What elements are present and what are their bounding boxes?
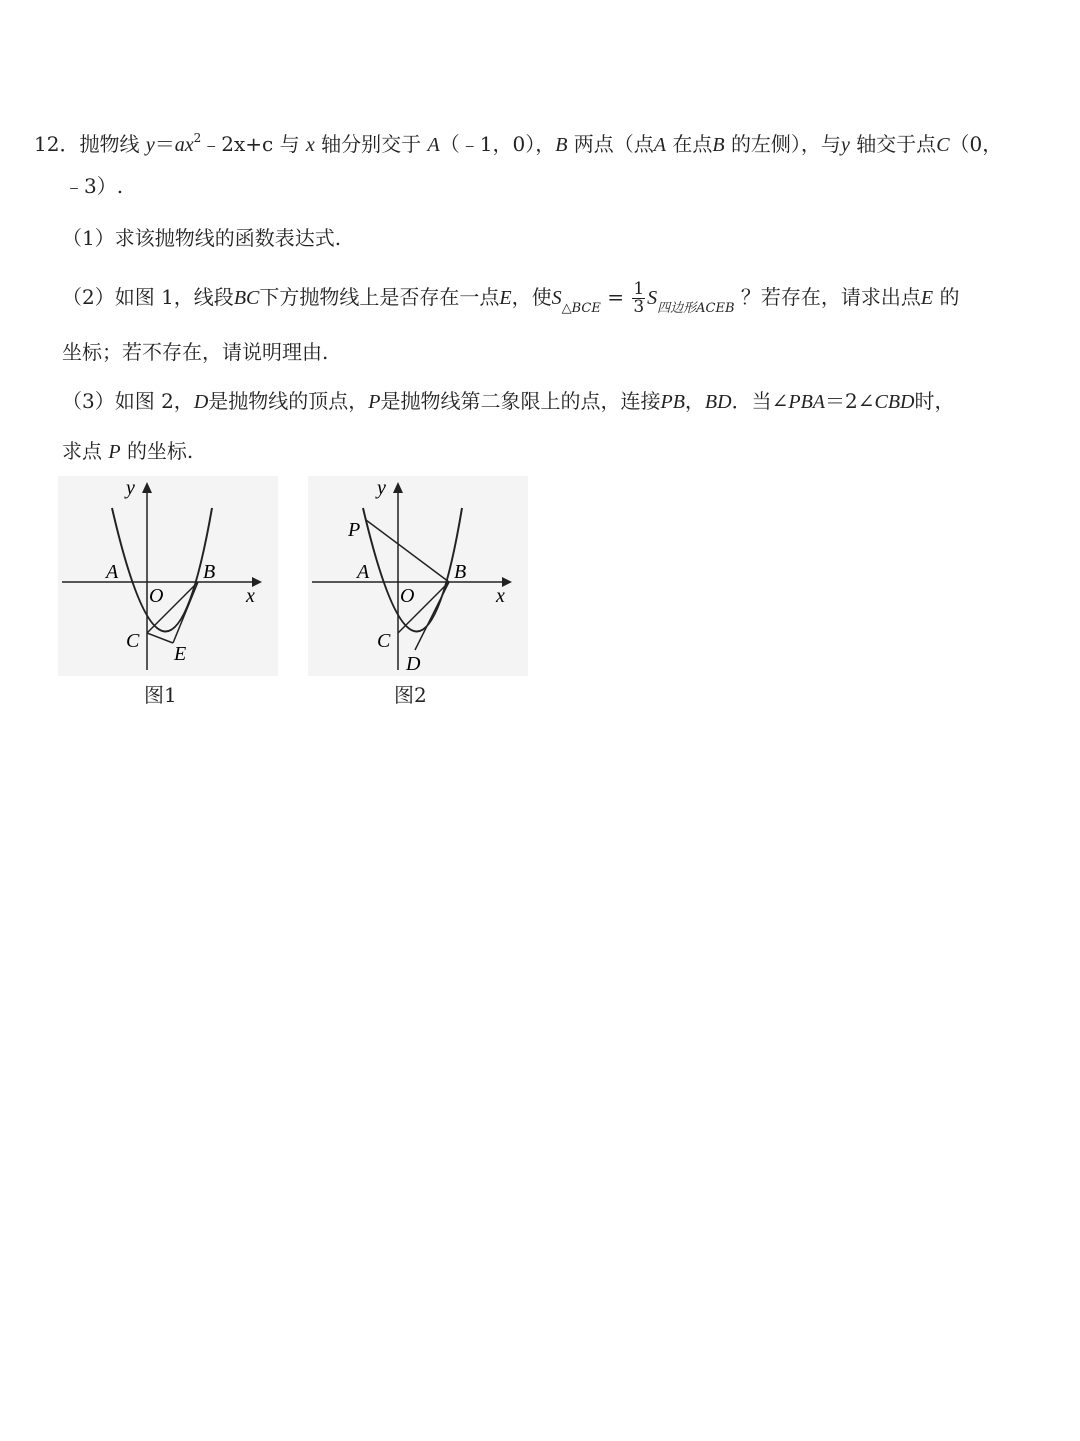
question-3: （3）如图 2，D是抛物线的顶点，P是抛物线第二象限上的点，连接PB，BD．当∠PBA＝2∠CBD时， xyxy=(62,389,955,413)
question-2-line2: 坐标；若不存在，请说明理由. xyxy=(62,340,329,364)
label-A: A xyxy=(106,561,119,583)
label-C: C xyxy=(126,630,140,652)
figure-1-background xyxy=(58,476,278,676)
figure-1 xyxy=(58,476,278,676)
label-B: B xyxy=(203,561,216,583)
problem-stem-line1: 12．抛物线 $y=ax^2﹣2x+c$ 与 x 轴分别交于 A（﹣1，0），B 两点（点A 在点B 的左侧），与y 轴交于点C（0， xyxy=(34,131,1003,156)
question-2: （2）如图 1，线段BC下方抛物线上是否存在一点E，使$S_{\triangle BCE}$ = $\frac{1}{3}$ $S_{四边形ACEB}$ ？若存在，请求出点E 的 xyxy=(62,279,960,317)
label-x: x xyxy=(496,585,505,607)
figure-2-background xyxy=(308,476,528,676)
problem-stem-line2: ﹣3）. xyxy=(64,174,124,198)
label-E: E xyxy=(174,643,187,665)
label-y: y xyxy=(126,477,135,499)
label-C: C xyxy=(377,630,391,652)
fraction-one-third: $\frac{1}{3}$ xyxy=(633,279,645,317)
figure-1-caption: 图1 xyxy=(144,683,177,707)
question-1: （1）求该抛物线的函数表达式. xyxy=(62,226,342,250)
label-y: y xyxy=(377,477,386,499)
label-A: A xyxy=(357,561,370,583)
figure-2 xyxy=(308,476,528,676)
label-x: x xyxy=(246,585,255,607)
label-D: D xyxy=(406,653,421,675)
label-P: P xyxy=(348,519,361,541)
label-O: O xyxy=(400,585,415,607)
label-B: B xyxy=(454,561,467,583)
figure-2-caption: 图2 xyxy=(394,683,427,707)
label-O: O xyxy=(149,585,164,607)
question-3-line2: 求点 P 的坐标. xyxy=(62,439,194,463)
